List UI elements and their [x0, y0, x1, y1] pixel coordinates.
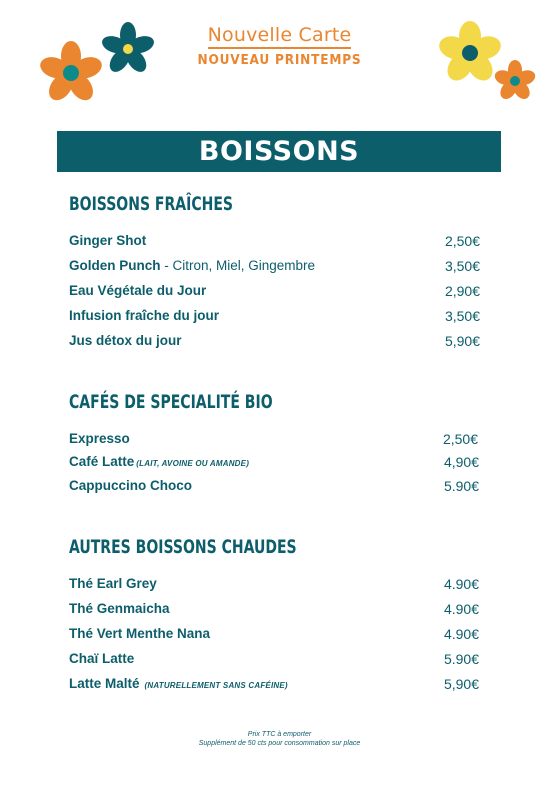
item-name: Latte Malté — [69, 676, 140, 691]
menu-item — [69, 476, 192, 496]
menu-item — [69, 306, 219, 326]
item-name: Thé Genmaicha — [69, 601, 170, 616]
footer-note — [0, 730, 559, 748]
item-price: 4.90€ — [443, 576, 479, 592]
item-price: 4,90€ — [443, 454, 479, 470]
section-title-cold-drinks: BOISSONS FRAÎCHES — [69, 193, 234, 215]
item-price: 5.90€ — [443, 651, 479, 667]
item-price: 4.90€ — [443, 626, 479, 642]
menu-item — [69, 649, 134, 669]
menu-item — [69, 452, 249, 472]
item-note: (LAIT, AVOINE OU AMANDE) — [136, 459, 250, 468]
item-name: Jus détox du jour — [69, 333, 182, 348]
header-subtitle: NOUVEAU PRINTEMPS — [197, 52, 362, 68]
item-name: Thé Vert Menthe Nana — [69, 626, 211, 641]
section-title-hot-drinks: AUTRES BOISSONS CHAUDES — [69, 536, 297, 558]
item-description: - Citron, Miel, Gingembre — [160, 258, 316, 273]
item-name: Thé Earl Grey — [69, 576, 157, 591]
footer-line-dine-in: Supplément de 50 cts pour consommation sur place — [198, 740, 361, 747]
menu-item — [69, 674, 288, 694]
item-name: Café Latte — [69, 454, 135, 469]
item-price: 3,50€ — [444, 258, 480, 274]
item-price: 2,50€ — [442, 431, 478, 447]
category-banner: BOISSONS — [57, 131, 501, 172]
item-name: Cappuccino Choco — [69, 478, 193, 493]
item-price: 5.90€ — [443, 478, 479, 494]
menu-item — [69, 574, 157, 594]
item-note: (NATURELLEMENT SANS CAFÉINE) — [144, 681, 288, 690]
item-price: 4.90€ — [443, 601, 479, 617]
item-price: 2,90€ — [444, 283, 480, 299]
menu-header — [0, 24, 559, 68]
menu-item — [69, 256, 315, 276]
item-name: Ginger Shot — [69, 233, 147, 248]
menu-item — [69, 331, 182, 351]
menu-item — [69, 599, 170, 619]
item-price: 5,90€ — [443, 676, 479, 692]
item-name: Expresso — [69, 431, 130, 446]
item-name: Infusion fraîche du jour — [69, 308, 220, 323]
menu-item — [69, 231, 146, 251]
item-price: 2,50€ — [444, 233, 480, 249]
footer-line-takeaway: Prix TTC à emporter — [247, 731, 312, 738]
header-title: Nouvelle Carte — [208, 24, 352, 49]
item-name: Golden Punch — [69, 258, 161, 273]
item-price: 5,90€ — [444, 333, 480, 349]
item-name: Eau Végétale du Jour — [69, 283, 207, 298]
menu-item — [69, 624, 210, 644]
item-name: Chaï Latte — [69, 651, 135, 666]
menu-item — [69, 281, 206, 301]
menu-item — [69, 429, 130, 449]
item-price: 3,50€ — [444, 308, 480, 324]
section-title-coffee: CAFÉS DE SPECIALITÉ BIO — [69, 391, 273, 413]
